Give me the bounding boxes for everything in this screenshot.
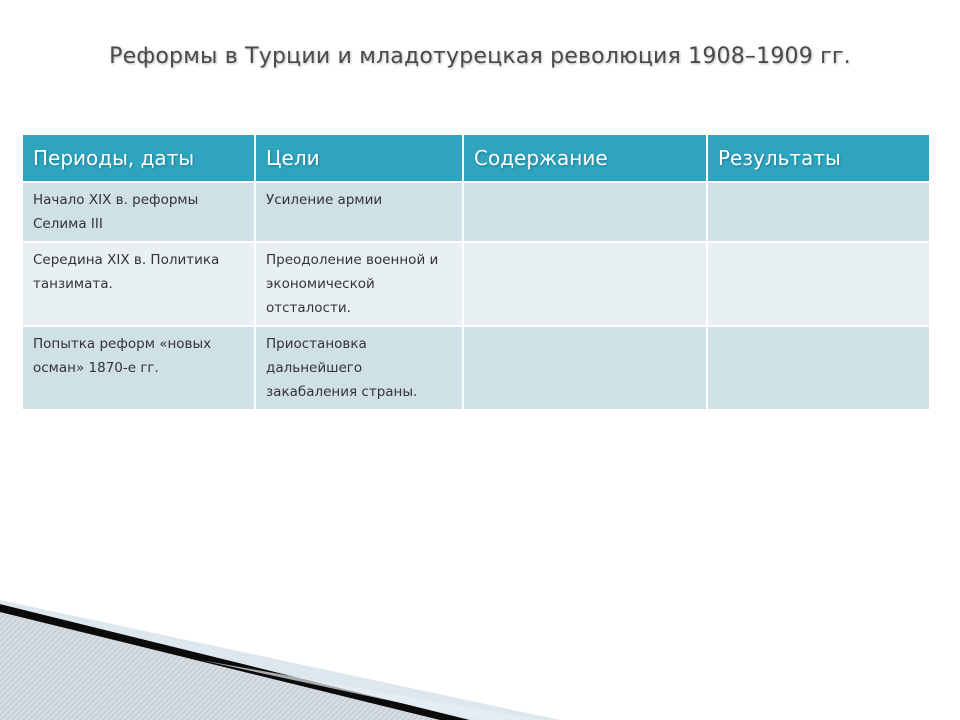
cell-content xyxy=(463,182,707,242)
cell-content xyxy=(463,242,707,326)
header-periods: Периоды, даты xyxy=(23,135,255,182)
cell-result xyxy=(707,182,929,242)
reforms-table-container xyxy=(23,135,929,411)
table-row xyxy=(23,326,929,410)
header-content: Содержание xyxy=(463,135,707,182)
reforms-table xyxy=(23,135,929,411)
cell-result xyxy=(707,326,929,410)
cell-period: Середина XIX в. Политика танзимата. xyxy=(23,242,255,326)
table-row xyxy=(23,242,929,326)
cell-content xyxy=(463,326,707,410)
cell-goal: Приостановка дальнейшего закабаления страны. xyxy=(255,326,463,410)
cell-goal: Преодоление военной и экономической отсталости. xyxy=(255,242,463,326)
table-row xyxy=(23,182,929,242)
cell-result xyxy=(707,242,929,326)
cell-period: Начало XIX в. реформы Селима III xyxy=(23,182,255,242)
cell-goal: Усиление армии xyxy=(255,182,463,242)
cell-period: Попытка реформ «новых осман» 1870-е гг. xyxy=(23,326,255,410)
decorative-corner-swoosh xyxy=(0,590,960,720)
header-results: Результаты xyxy=(707,135,929,182)
header-goals: Цели xyxy=(255,135,463,182)
table-header-row xyxy=(23,135,929,182)
slide-title: Реформы в Турции и младотурецкая революция 1908–1909 гг. xyxy=(109,44,851,69)
